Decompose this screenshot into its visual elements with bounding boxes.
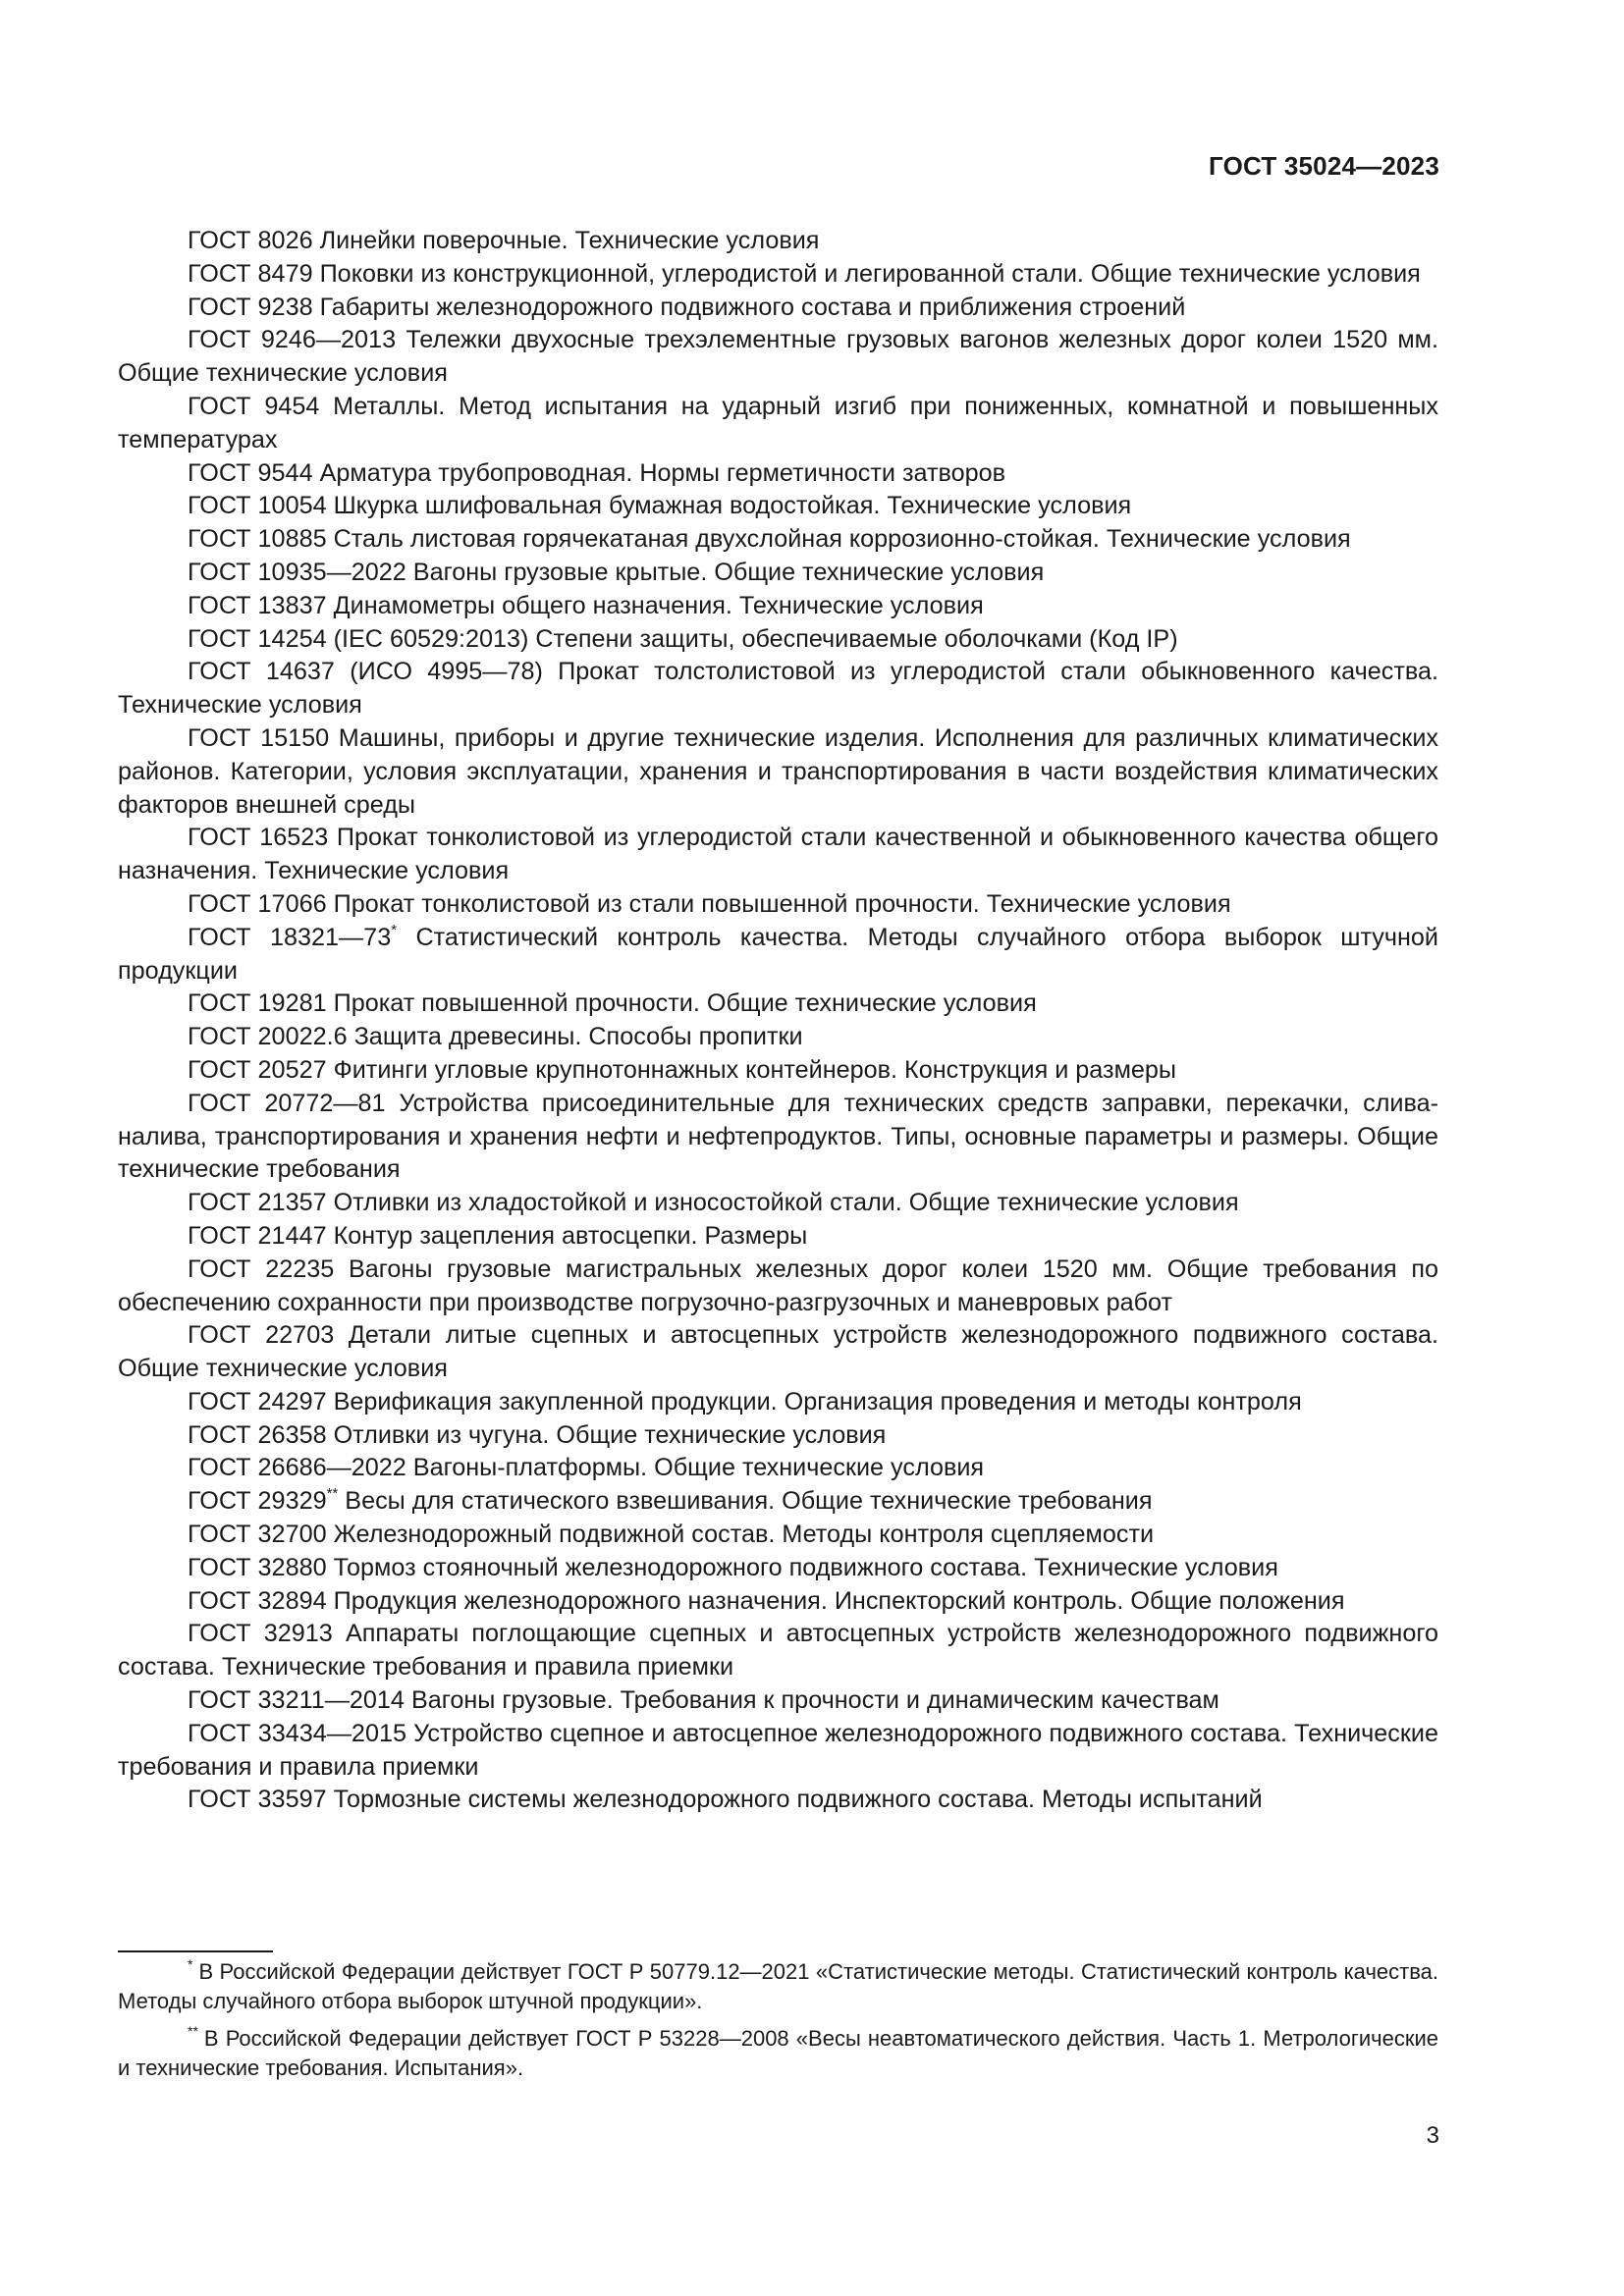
reference-item: ГОСТ 20772—81 Устройства присоединительные для технических средств заправки, перекачки, слива-налива, транспортирования и хранения нефти и нефтепродуктов. Типы, основные параметры и размеры. Общие технические требования bbox=[118, 1089, 1438, 1184]
reference-item: ГОСТ 9454 Металлы. Метод испытания на ударный изгиб при пониженных, комнатной и повышенных температурах bbox=[118, 392, 1438, 454]
document-header: ГОСТ 35024—2023 bbox=[1209, 151, 1439, 181]
reference-item: ГОСТ 32894 Продукция железнодорожного назначения. Инспекторский контроль. Общие положения bbox=[188, 1586, 1345, 1615]
reference-item: ГОСТ 32700 Железнодорожный подвижной состав. Методы контроля сцепляемости bbox=[188, 1521, 1155, 1549]
footnote-marker: * bbox=[188, 1956, 193, 1972]
footnote-marker: * bbox=[391, 921, 398, 938]
page-number: 3 bbox=[1426, 2122, 1439, 2149]
reference-item: ГОСТ 26686—2022 Вагоны-платформы. Общие технические условия bbox=[188, 1454, 985, 1482]
reference-item: ГОСТ 33434—2015 Устройство сцепное и автосцепное железнодорожного подвижного состава. Технические требования и правила приемки bbox=[118, 1719, 1438, 1781]
reference-item: ГОСТ 20022.6 Защита древесины. Способы пропитки bbox=[188, 1023, 803, 1051]
reference-item: ГОСТ 8479 Поковки из конструкционной, углеродистой и легированной стали. Общие технические условия bbox=[188, 259, 1421, 288]
reference-item: ГОСТ 32880 Тормоз стояночный железнодорожного подвижного состава. Технические условия bbox=[188, 1553, 1278, 1581]
reference-item: ГОСТ 18321—73* Статистический контроль качества. Методы случайного отбора выборок штучной продукции bbox=[118, 921, 1438, 985]
reference-item: ГОСТ 24297 Верификация закупленной продукции. Организация проведения и методы контроля bbox=[188, 1387, 1302, 1415]
reference-item: ГОСТ 22703 Детали литые сцепных и автосцепных устройств железнодорожного подвижного состава. Общие технические условия bbox=[118, 1321, 1438, 1383]
reference-item: ГОСТ 29329** Весы для статического взвешивания. Общие технические требования bbox=[188, 1485, 1153, 1516]
reference-item: ГОСТ 20527 Фитинги угловые крупнотоннажных контейнеров. Конструкция и размеры bbox=[188, 1055, 1177, 1084]
footnote-marker: ** bbox=[326, 1485, 339, 1503]
reference-item: ГОСТ 21447 Контур зацепления автосцепки. Размеры bbox=[188, 1221, 808, 1250]
reference-item: ГОСТ 10054 Шкурка шлифовальная бумажная водостойкая. Технические условия bbox=[188, 492, 1132, 520]
reference-item: ГОСТ 32913 Аппараты поглощающие сцепных и автосцепных устройств железнодорожного подвижного состава. Технические требования и правила приемки bbox=[118, 1620, 1438, 1682]
reference-item: ГОСТ 9544 Арматура трубопроводная. Нормы герметичности затворов bbox=[188, 458, 1005, 487]
reference-item: ГОСТ 9238 Габариты железнодорожного подвижного состава и приближения строений bbox=[188, 293, 1186, 321]
reference-item: ГОСТ 33597 Тормозные системы железнодорожного подвижного состава. Методы испытаний bbox=[188, 1786, 1263, 1814]
reference-item: ГОСТ 21357 Отливки из хладостойкой и износостойкой стали. Общие технические условия bbox=[188, 1189, 1239, 1217]
footnote: ** В Российской Федерации действует ГОСТ Р 53228—2008 «Весы неавтоматического действия. Часть 1. Метрологические и технические требования. Испытания». bbox=[118, 2023, 1438, 2080]
reference-item: ГОСТ 10885 Сталь листовая горячекатаная двухслойная коррозионно-стойкая. Технические условия bbox=[188, 525, 1351, 554]
footnote-separator bbox=[118, 1950, 273, 1952]
footnote-marker: ** bbox=[188, 2023, 198, 2039]
reference-item: ГОСТ 19281 Прокат повышенной прочности. Общие технические условия bbox=[188, 989, 1037, 1018]
reference-item: ГОСТ 17066 Прокат тонколистовой из стали повышенной прочности. Технические условия bbox=[188, 889, 1231, 918]
reference-item: ГОСТ 15150 Машины, приборы и другие технические изделия. Исполнения для различных климатических районов. Категории, условия эксплуатации, хранения и транспортирования в части воздействия климатических факторов внешней среды bbox=[118, 723, 1438, 819]
reference-item: ГОСТ 9246—2013 Тележки двухосные трехэлементные грузовых вагонов железных дорог колеи 1520 мм. Общие технические условия bbox=[118, 326, 1438, 388]
normative-references-list bbox=[118, 225, 1438, 1817]
reference-item: ГОСТ 14637 (ИСО 4995—78) Прокат толстолистовой из углеродистой стали обыкновенного качества. Технические условия bbox=[118, 658, 1438, 720]
footnote: * В Российской Федерации действует ГОСТ Р 50779.12—2021 «Статистические методы. Статистический контроль качества. Методы случайного отбора выборок штучной продукции». bbox=[118, 1956, 1438, 2013]
reference-item: ГОСТ 22235 Вагоны грузовые магистральных железных дорог колеи 1520 мм. Общие требования по обеспечению сохранности при производстве погрузочно-разгрузочных и маневровых работ bbox=[118, 1255, 1438, 1316]
reference-item: ГОСТ 26358 Отливки из чугуна. Общие технические условия bbox=[188, 1420, 887, 1449]
reference-item: ГОСТ 10935—2022 Вагоны грузовые крытые. Общие технические условия bbox=[188, 558, 1045, 586]
reference-item: ГОСТ 16523 Прокат тонколистовой из углеродистой стали качественной и обыкновенного качества общего назначения. Технические условия bbox=[118, 824, 1438, 885]
footnotes bbox=[118, 1957, 1438, 2091]
reference-item: ГОСТ 33211—2014 Вагоны грузовые. Требования к прочности и динамическим качествам bbox=[188, 1686, 1219, 1715]
reference-item: ГОСТ 14254 (IEC 60529:2013) Степени защиты, обеспечиваемые оболочками (Код IP) bbox=[188, 624, 1178, 653]
reference-item: ГОСТ 13837 Динамометры общего назначения. Технические условия bbox=[188, 591, 984, 619]
reference-item: ГОСТ 8026 Линейки поверочные. Технические условия bbox=[188, 227, 820, 254]
